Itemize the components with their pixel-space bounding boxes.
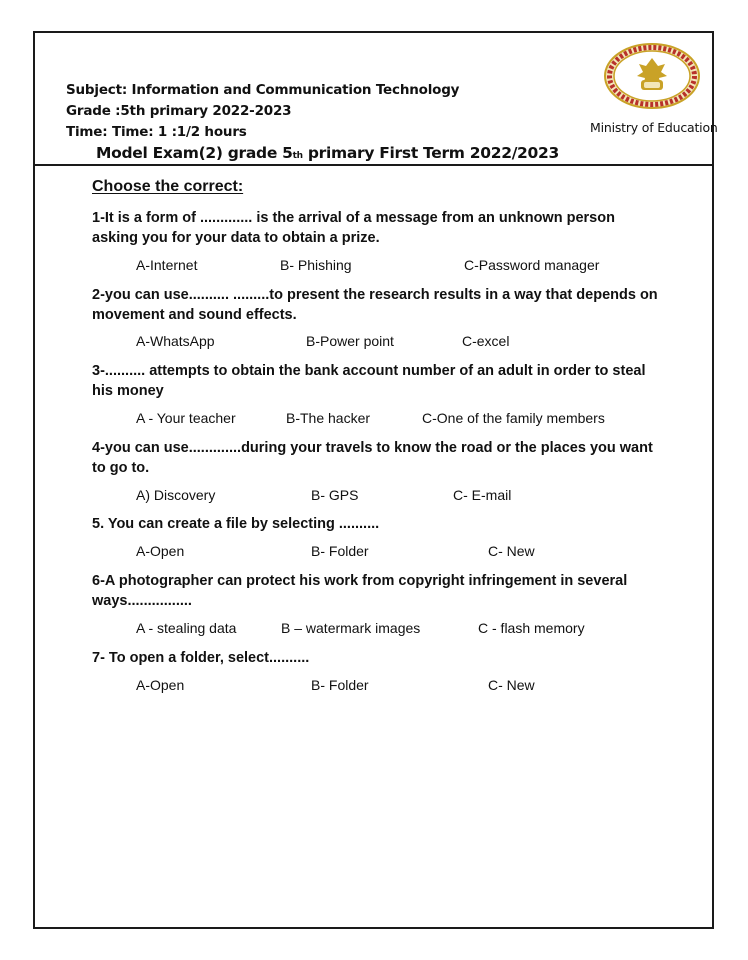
q1-option-c: C-Password manager (464, 257, 600, 273)
q7-option-c: C- New (488, 677, 535, 693)
exam-subject: Subject: Information and Communication Technology (66, 82, 460, 98)
q2-option-a: A-WhatsApp (136, 333, 215, 349)
q2-option-b: B-Power point (306, 333, 394, 349)
q6-option-a: A - stealing data (136, 620, 237, 636)
q5-option-b: B- Folder (311, 543, 369, 559)
title-divider (33, 164, 714, 166)
question-4: 4-you can use.............during your travels to know the road or the places you want to go to. (92, 440, 653, 476)
question-7: 7- To open a folder, select.......... (92, 650, 310, 666)
exam-title (96, 144, 559, 162)
q3-option-c: C-One of the family members (422, 410, 605, 426)
q3-option-a: A - Your teacher (136, 410, 236, 426)
exam-title-ordinal: th (292, 151, 303, 161)
exam-title-part2: primary First Term 2022/2023 (302, 144, 559, 162)
question-2: 2-you can use.......... .........to present the research results in a way that depends on movement and sound effects. (92, 287, 658, 323)
exam-grade: Grade :5th primary 2022-2023 (66, 103, 292, 119)
q1-option-a: A-Internet (136, 257, 198, 273)
section-title: Choose the correct: (92, 178, 244, 195)
q7-option-b: B- Folder (311, 677, 369, 693)
q2-option-c: C-excel (462, 333, 510, 349)
q4-option-b: B- GPS (311, 487, 359, 503)
q4-option-c: C- E-mail (453, 487, 512, 503)
q7-option-a: A-Open (136, 677, 185, 693)
q3-option-b: B-The hacker (286, 410, 371, 426)
q4-option-a: A) Discovery (136, 487, 216, 503)
q1-option-b: B- Phishing (280, 257, 352, 273)
question-5: 5. You can create a file by selecting .......... (92, 516, 380, 532)
ministry-label: Ministry of Education (590, 120, 718, 135)
question-1: 1-It is a form of ............. is the arrival of a message from an unknown person asking you for your data to obtain a prize. (92, 210, 615, 246)
exam-title-part1: Model Exam(2) grade 5 (96, 144, 293, 162)
exam-time: Time: Time: 1 :1/2 hours (66, 124, 247, 140)
q5-option-a: A-Open (136, 543, 185, 559)
q5-option-c: C- New (488, 543, 535, 559)
ministry-seal-icon (603, 42, 701, 110)
question-6: 6-A photographer can protect his work from copyright infringement in several ways................ (92, 573, 628, 609)
question-3: 3-.......... attempts to obtain the bank account number of an adult in order to steal his money (92, 363, 646, 399)
q6-option-b: B – watermark images (281, 620, 421, 636)
q6-option-c: C - flash memory (478, 620, 585, 636)
